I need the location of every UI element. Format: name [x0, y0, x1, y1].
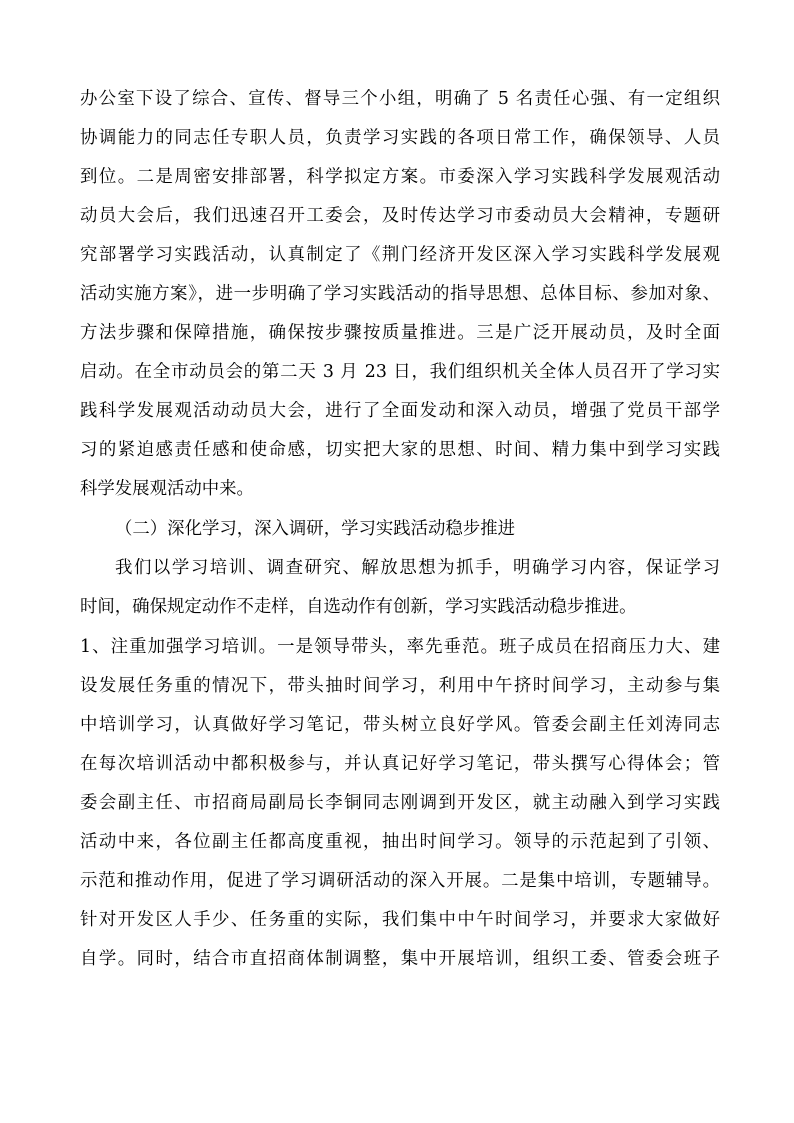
paragraph-line: 1、注重加强学习培训。一是领导带头，率先垂范。班子成员在招商压力大、建 — [80, 637, 720, 657]
paragraph-line: 办公室下设了综合、宣传、督导三个小组，明确了 5 名责任心强、有一定组织 — [80, 89, 720, 109]
paragraph-line: 设发展任务重的情况下，带头抽时间学习，利用中午挤时间学习，主动参与集 — [80, 676, 720, 696]
paragraph-line: 践科学发展观活动动员大会，进行了全面发动和深入动员，增强了党员干部学 — [80, 401, 720, 421]
paragraph-line: 到位。二是周密安排部署，科学拟定方案。市委深入学习实践科学发展观活动 — [80, 167, 720, 187]
section-heading: （二）深化学习，深入调研，学习实践活动稳步推进 — [115, 519, 515, 539]
paragraph-line: 动员大会后，我们迅速召开工委会，及时传达学习市委动员大会精神，专题研 — [80, 206, 720, 226]
paragraph-line: 启动。在全市动员会的第二天 3 月 23 日，我们组织机关全体人员召开了学习实 — [80, 362, 720, 382]
paragraph-line: 自学。同时，结合市直招商体制调整，集中开展培训，组织工委、管委会班子 — [80, 949, 720, 969]
paragraph-line: 习的紧迫感责任感和使命感，切实把大家的思想、时间、精力集中到学习实践 — [80, 440, 720, 460]
paragraph-line: 时间，确保规定动作不走样，自选动作有创新，学习实践活动稳步推进。 — [80, 597, 637, 617]
paragraph-line: 科学发展观活动中来。 — [80, 479, 254, 499]
paragraph-line: 中培训学习，认真做好学习笔记，带头树立良好学风。管委会副主任刘涛同志 — [80, 715, 720, 735]
paragraph-line: 究部署学习实践活动，认真制定了《荆门经济开发区深入学习实践科学发展观 — [80, 245, 720, 265]
paragraph-line: 活动实施方案》，进一步明确了学习实践活动的指导思想、总体目标、参加对象、 — [80, 284, 720, 304]
paragraph-line: 委会副主任、市招商局副局长李铜同志刚调到开发区，就主动融入到学习实践 — [80, 793, 720, 813]
paragraph-line: 方法步骤和保障措施，确保按步骤按质量推进。三是广泛开展动员，及时全面 — [80, 323, 720, 343]
paragraph-line: 活动中来，各位副主任都高度重视，抽出时间学习。领导的示范起到了引领、 — [80, 832, 720, 852]
paragraph-line: 我们以学习培训、调查研究、解放思想为抓手，明确学习内容，保证学习 — [115, 558, 720, 578]
paragraph-line: 针对开发区人手少、任务重的实际，我们集中中午时间学习，并要求大家做好 — [80, 910, 720, 930]
paragraph-line: 协调能力的同志任专职人员，负责学习实践的各项日常工作，确保领导、人员 — [80, 128, 720, 148]
paragraph-line: 示范和推动作用，促进了学习调研活动的深入开展。二是集中培训，专题辅导。 — [80, 871, 720, 891]
paragraph-line: 在每次培训活动中都积极参与，并认真记好学习笔记，带头撰写心得体会；管 — [80, 754, 720, 774]
